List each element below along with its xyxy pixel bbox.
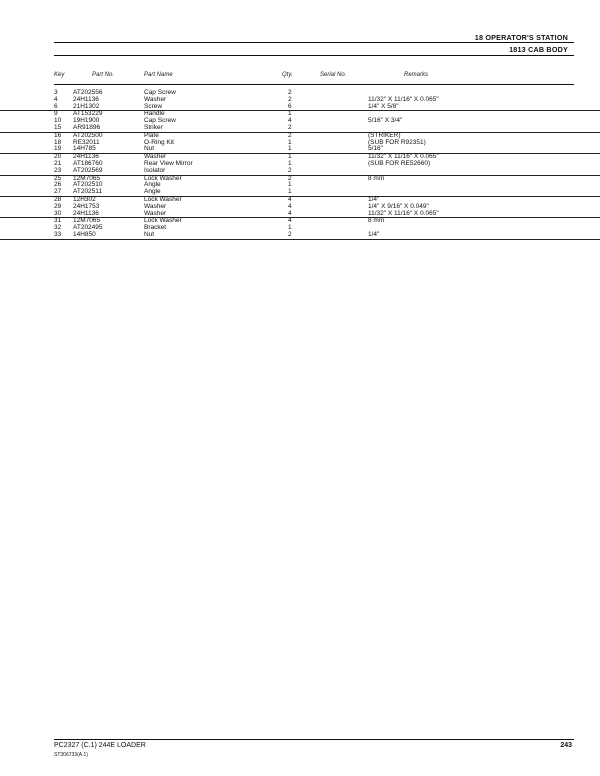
cell-qty: 4 — [288, 195, 292, 203]
cell-remarks: 8 mm — [368, 174, 385, 182]
row-group — [0, 218, 600, 239]
cell-key: 28 — [54, 195, 62, 203]
cell-remarks: 1/4" — [368, 195, 380, 203]
cell-qty: 2 — [288, 166, 292, 174]
cell-part-name: Handle — [144, 110, 165, 118]
cell-qty: 1 — [288, 138, 292, 146]
cell-part-name: Bracket — [144, 224, 167, 232]
cell-qty: 4 — [288, 117, 292, 125]
cell-qty: 2 — [288, 174, 292, 182]
column-header-part-name: Part Name — [144, 72, 173, 78]
row-group — [0, 111, 600, 132]
cell-part-name: Cap Screw — [144, 89, 176, 96]
cell-part-no: 24H1136 — [73, 209, 99, 217]
cell-qty: 2 — [288, 89, 292, 96]
table-row — [0, 125, 600, 132]
parts-table — [0, 90, 600, 240]
cell-part-no: AT202510 — [73, 181, 103, 189]
column-header-part-no: Part No. — [92, 72, 115, 78]
cell-part-no: AT202511 — [73, 188, 103, 196]
cell-qty: 1 — [288, 153, 292, 161]
cell-remarks: (SUB FOR RE52660) — [368, 159, 431, 167]
table-row — [0, 168, 600, 175]
row-group — [0, 133, 600, 154]
cell-key: 6 — [54, 102, 58, 110]
cell-remarks: 1/4" — [368, 230, 380, 238]
cell-qty: 1 — [288, 110, 292, 118]
cell-part-no: 24H1136 — [73, 95, 99, 103]
cell-qty: 1 — [288, 159, 292, 167]
cell-remarks: 5/16" X 3/4" — [368, 117, 403, 125]
cell-part-no: 21H1302 — [73, 102, 100, 110]
cell-key: 21 — [54, 159, 62, 167]
column-header-remarks: Remarks — [404, 72, 429, 78]
cell-key: 4 — [54, 95, 58, 103]
cell-part-no: AT202569 — [73, 166, 103, 174]
cell-part-name: Screw — [144, 102, 163, 110]
row-group — [0, 154, 600, 175]
subsection-title: 1813 CAB BODY — [509, 45, 568, 54]
cell-key: 9 — [54, 110, 58, 118]
cell-qty: 1 — [288, 224, 292, 232]
cell-qty: 4 — [288, 217, 292, 225]
cell-part-no: 12H302 — [73, 195, 96, 203]
cell-part-name: Cap Screw — [144, 117, 176, 125]
cell-qty: 2 — [288, 95, 292, 103]
cell-part-no: 14H850 — [73, 230, 96, 238]
column-header-qty: Qty. — [282, 72, 293, 78]
cell-part-no: 12M7065 — [73, 174, 101, 182]
cell-part-no: AT202556 — [73, 89, 103, 96]
cell-part-name: Angle — [144, 188, 161, 196]
cell-qty: 2 — [288, 123, 292, 131]
cell-remarks: 11/32" X 11/16" X 0.065" — [368, 153, 439, 161]
row-group — [0, 197, 600, 218]
cell-key: 30 — [54, 209, 62, 217]
cell-remarks: 11/32" X 11/16" X 0.065" — [368, 209, 439, 217]
cell-key: 20 — [54, 153, 62, 161]
table-row — [0, 146, 600, 153]
footer-code: ST306733(A.1) — [54, 752, 88, 758]
cell-remarks: 1/4" X 9/16" X 0.049" — [368, 202, 429, 210]
cell-part-name: Isolator — [144, 166, 166, 174]
cell-qty: 1 — [288, 145, 292, 153]
cell-qty: 2 — [288, 230, 292, 238]
cell-part-name: Washer — [144, 202, 167, 210]
cell-part-no: 24H1753 — [73, 202, 100, 210]
cell-part-no: 24H1136 — [73, 153, 99, 161]
cell-key: 19 — [54, 145, 62, 153]
cell-key: 32 — [54, 224, 62, 232]
cell-key: 10 — [54, 117, 62, 125]
cell-part-name: Angle — [144, 181, 161, 189]
cell-remarks: (SUB FOR R92351) — [368, 138, 426, 146]
cell-part-name: Nut — [144, 145, 155, 153]
cell-qty: 6 — [288, 102, 292, 110]
cell-part-name: Washer — [144, 95, 167, 103]
cell-key: 33 — [54, 230, 62, 238]
cell-part-no: 19H1900 — [73, 117, 100, 125]
cell-qty: 4 — [288, 202, 292, 210]
row-group — [0, 176, 600, 197]
cell-key: 3 — [54, 89, 58, 96]
cell-key: 18 — [54, 138, 62, 146]
column-header-key: Key — [54, 72, 65, 78]
cell-part-no: 14H785 — [73, 145, 96, 153]
cell-key: 26 — [54, 181, 62, 189]
cell-part-name: Lock Washer — [144, 195, 182, 203]
cell-part-no: 12M7065 — [73, 217, 101, 225]
cell-qty: 1 — [288, 181, 292, 189]
page-number: 243 — [560, 742, 572, 749]
cell-key: 15 — [54, 123, 62, 131]
cell-key: 23 — [54, 166, 62, 174]
cell-part-no: AT202495 — [73, 224, 103, 232]
cell-qty: 1 — [288, 188, 292, 196]
footer-rule — [54, 739, 574, 740]
row-group — [0, 90, 600, 111]
table-row — [0, 211, 600, 218]
table-row — [0, 104, 600, 111]
cell-part-no: AR91896 — [73, 123, 101, 131]
cell-remarks: 5/16" — [368, 145, 383, 153]
cell-remarks: (STRIKER) — [368, 131, 401, 139]
cell-part-no: AT186760 — [73, 159, 103, 167]
cell-remarks: 8 mm — [368, 217, 385, 225]
cell-remarks: 1/4" X 5/8" — [368, 102, 399, 110]
cell-part-no: AT202500 — [73, 131, 103, 139]
cell-part-name: Lock Washer — [144, 217, 182, 225]
cell-remarks: 11/32" X 11/16" X 0.065" — [368, 95, 439, 103]
cell-part-no: AT153229 — [73, 110, 103, 118]
cell-key: 16 — [54, 131, 62, 139]
cell-key: 31 — [54, 217, 62, 225]
footer-catalog: PC2327 (C.1) 244E LOADER — [54, 742, 146, 749]
section-title: 18 OPERATOR'S STATION — [474, 33, 568, 42]
cell-part-name: Lock Washer — [144, 174, 182, 182]
cell-part-name: Nut — [144, 230, 155, 238]
cell-part-no: RE32011 — [73, 138, 100, 146]
table-row — [0, 189, 600, 196]
header-rule-top — [54, 42, 574, 43]
cell-part-name: Washer — [144, 209, 167, 217]
column-header-serial-no: Serial No. — [320, 72, 347, 78]
cell-part-name: Striker — [144, 123, 163, 131]
cell-part-name: Washer — [144, 153, 167, 161]
cell-qty: 4 — [288, 209, 292, 217]
cell-qty: 2 — [288, 131, 292, 139]
table-row — [0, 232, 600, 239]
header-rule-bottom — [54, 55, 574, 56]
cell-key: 25 — [54, 174, 62, 182]
cell-key: 29 — [54, 202, 62, 210]
cell-key: 27 — [54, 188, 62, 196]
cell-part-name: Rear View Mirror — [144, 159, 193, 167]
cell-part-name: Plate — [144, 131, 159, 139]
table-header-rule — [54, 84, 574, 85]
cell-part-name: O-Ring Kit — [144, 138, 174, 146]
